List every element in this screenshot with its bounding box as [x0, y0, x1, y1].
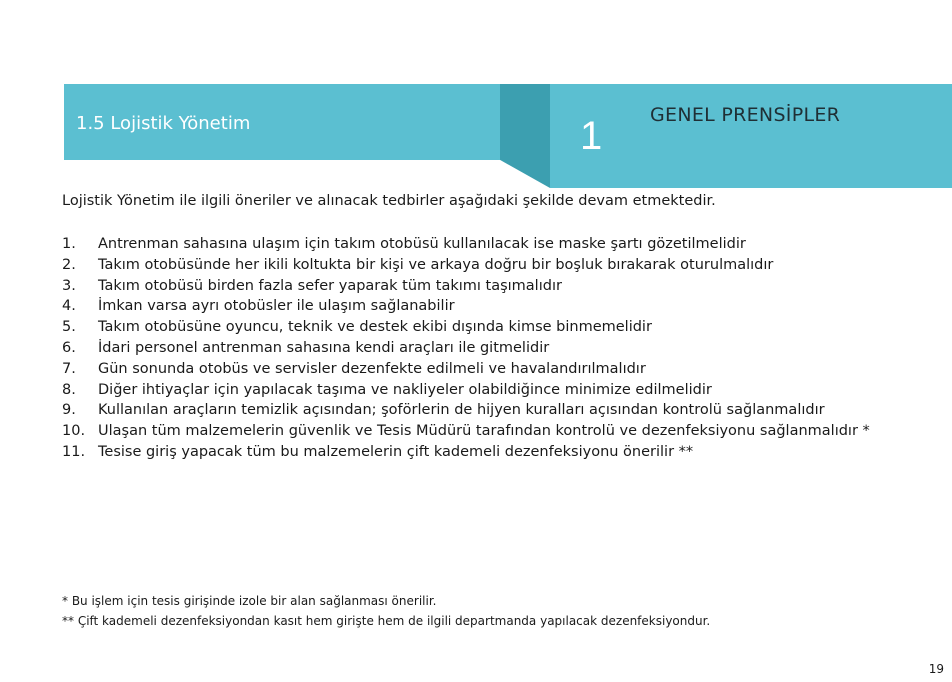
list-item	[62, 400, 870, 421]
list-item-text: Takım otobüsünde her ikili koltukta bir kişi ve arkaya doğru bir boşluk bırakarak oturulmalıdır	[98, 256, 774, 273]
list-item-number: 2.	[62, 256, 76, 273]
section-title: GENEL PRENSİPLER	[650, 104, 841, 126]
list-item	[62, 234, 870, 255]
page-number: 19	[928, 662, 944, 676]
list-item	[62, 296, 870, 317]
list-item-number: 11.	[62, 443, 86, 460]
list-item-number: 9.	[62, 402, 76, 419]
list-item	[62, 380, 870, 401]
recommendation-list	[62, 234, 870, 463]
header-section-bar	[550, 84, 952, 188]
intro-paragraph: Lojistik Yönetim ile ilgili öneriler ve alınacak tedbirler aşağıdaki şekilde devam etmektedir.	[62, 193, 716, 209]
list-item-number: 6.	[62, 339, 76, 356]
list-item-text: Kullanılan araçların temizlik açısından; şoförlerin de hijyen kuralları açısından kontrolü sağlanmalıdır	[98, 402, 825, 419]
list-item	[62, 338, 870, 359]
list-item-text: Takım otobüsü birden fazla sefer yaparak tüm takımı taşımalıdır	[98, 277, 562, 294]
list-item-number: 4.	[62, 298, 76, 315]
list-item-text: Gün sonunda otobüs ve servisler dezenfekte edilmeli ve havalandırılmalıdır	[98, 360, 646, 377]
list-item	[62, 276, 870, 297]
list-item-text: Diğer ihtiyaçlar için yapılacak taşıma ve nakliyeler olabildiğince minimize edilmelidir	[98, 381, 712, 398]
footnotes	[62, 591, 710, 631]
list-item	[62, 421, 870, 442]
list-item	[62, 317, 870, 338]
footnote: * Bu işlem için tesis girişinde izole bir alan sağlanması önerilir.	[62, 594, 437, 608]
header-subtitle-bar	[64, 84, 500, 160]
list-item-text: Takım otobüsüne oyuncu, teknik ve destek ekibi dışında kimse binmemelidir	[98, 319, 652, 336]
list-item-number: 7.	[62, 360, 76, 377]
list-item-number: 8.	[62, 381, 76, 398]
list-item	[62, 255, 870, 276]
list-item	[62, 359, 870, 380]
list-item-number: 5.	[62, 319, 76, 336]
subsection-title: 1.5 Lojistik Yönetim	[76, 113, 251, 134]
list-item-text: Antrenman sahasına ulaşım için takım otobüsü kullanılacak ise maske şartı gözetilmelidir	[98, 236, 746, 252]
list-item-number: 10.	[62, 423, 86, 440]
list-item-text: İmkan varsa ayrı otobüsler ile ulaşım sağlanabilir	[98, 298, 455, 315]
list-item-text: İdari personel antrenman sahasına kendi araçları ile gitmelidir	[98, 339, 550, 356]
list-item-text: Tesise giriş yapacak tüm bu malzemelerin çift kademeli dezenfeksiyonu önerilir **	[98, 443, 694, 460]
list-item-text: Ulaşan tüm malzemelerin güvenlik ve Tesis Müdürü tarafından kontrolü ve dezenfeksiyonu sağlanmalıdır *	[98, 423, 870, 440]
list-item	[62, 442, 870, 463]
section-number: 1	[580, 114, 603, 158]
list-item-number: 3.	[62, 277, 76, 294]
footnote: ** Çift kademeli dezenfeksiyondan kasıt hem girişte hem de ilgili departmanda yapılacak dezenfeksiyondur.	[62, 614, 711, 628]
header-fold-decoration	[500, 84, 550, 188]
list-item-number: 1.	[62, 236, 76, 252]
